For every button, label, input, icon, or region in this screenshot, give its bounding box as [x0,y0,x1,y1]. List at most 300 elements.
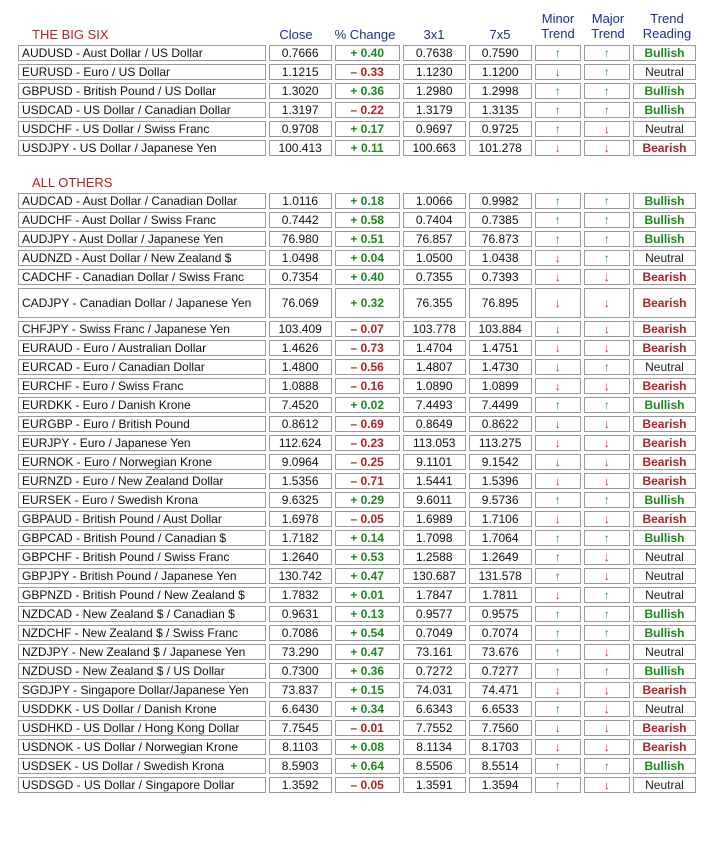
close-value: 73.837 [269,682,332,698]
value-7x5: 131.578 [469,568,532,584]
major-trend-cell [584,720,630,736]
trend-reading-value: Bullish [633,102,696,118]
value-7x5: 0.9725 [469,121,532,137]
pair-name: EURGBP - Euro / British Pound [18,416,266,432]
trend-reading-value: Bearish [633,511,696,527]
table-row [18,359,696,375]
value-3x1: 1.0890 [403,378,466,394]
value-7x5: 1.7106 [469,511,532,527]
table-row [18,193,696,209]
arrow-down-icon: ↓ [603,740,610,754]
major-trend-cell [584,701,630,717]
pct-change-value: – 0.56 [335,359,400,375]
major-trend-cell [584,682,630,698]
close-value: 1.7832 [269,587,332,603]
table-row [18,45,696,61]
table-row [18,140,696,156]
value-3x1: 74.031 [403,682,466,698]
pct-change-value: – 0.05 [335,511,400,527]
pct-change-value: + 0.02 [335,397,400,413]
arrow-down-icon: ↓ [603,569,610,583]
table-row [18,777,696,793]
major-trend-cell [584,64,630,80]
minor-trend-cell [535,663,581,679]
pct-change-value: + 0.17 [335,121,400,137]
trend-reading-value: Neutral [633,701,696,717]
pair-name: GBPAUD - British Pound / Aust Dollar [18,511,266,527]
arrow-down-icon: ↓ [554,341,561,355]
arrow-up-icon: ↑ [554,232,561,246]
table-row [18,625,696,641]
pair-name: AUDCHF - Aust Dollar / Swiss Franc [18,212,266,228]
trend-reading-value: Bearish [633,454,696,470]
pct-change-value: – 0.73 [335,340,400,356]
trend-reading-value: Bullish [633,212,696,228]
section-title-big-six: THE BIG SIX [32,27,109,42]
minor-trend-cell [535,701,581,717]
table-row [18,492,696,508]
value-7x5: 1.4751 [469,340,532,356]
value-7x5: 74.471 [469,682,532,698]
close-value: 0.7666 [269,45,332,61]
trend-reading-value: Bearish [633,435,696,451]
close-value: 112.624 [269,435,332,451]
arrow-up-icon: ↑ [603,588,610,602]
arrow-up-icon: ↑ [603,531,610,545]
arrow-down-icon: ↓ [554,740,561,754]
arrow-up-icon: ↑ [554,194,561,208]
close-value: 0.7086 [269,625,332,641]
table-row [18,587,696,603]
table-row [18,250,696,266]
value-3x1: 1.5441 [403,473,466,489]
major-trend-cell [584,359,630,375]
pair-name: CHFJPY - Swiss Franc / Japanese Yen [18,321,266,337]
trend-reading-value: Bullish [633,492,696,508]
arrow-down-icon: ↓ [603,645,610,659]
arrow-up-icon: ↑ [554,702,561,716]
arrow-down-icon: ↓ [603,512,610,526]
arrow-up-icon: ↑ [554,626,561,640]
table-row [18,321,696,337]
value-7x5: 1.1200 [469,64,532,80]
arrow-up-icon: ↑ [603,251,610,265]
value-3x1: 1.7847 [403,587,466,603]
pair-name: GBPCAD - British Pound / Canadian $ [18,530,266,546]
major-trend-cell [584,250,630,266]
pair-name: AUDNZD - Aust Dollar / New Zealand $ [18,250,266,266]
pair-name: CADCHF - Canadian Dollar / Swiss Franc [18,269,266,285]
pct-change-value: – 0.05 [335,777,400,793]
minor-trend-cell [535,454,581,470]
value-3x1: 8.1134 [403,739,466,755]
pair-name: USDJPY - US Dollar / Japanese Yen [18,140,266,156]
pair-name: EURSEK - Euro / Swedish Krona [18,492,266,508]
value-3x1: 1.7098 [403,530,466,546]
minor-trend-cell [535,606,581,622]
trend-reading-value: Bearish [633,140,696,156]
close-value: 1.0116 [269,193,332,209]
close-value: 7.7545 [269,720,332,736]
pair-name: EURUSD - Euro / US Dollar [18,64,266,80]
trend-reading-value: Bullish [633,606,696,622]
close-value: 1.3197 [269,102,332,118]
minor-trend-cell [535,193,581,209]
minor-trend-cell [535,416,581,432]
minor-trend-cell [535,378,581,394]
value-3x1: 9.6011 [403,492,466,508]
pct-change-value: + 0.40 [335,269,400,285]
trend-reading-value: Bullish [633,397,696,413]
pair-name: AUDJPY - Aust Dollar / Japanese Yen [18,231,266,247]
pair-name: USDHKD - US Dollar / Hong Kong Dollar [18,720,266,736]
close-value: 0.7442 [269,212,332,228]
major-trend-cell [584,102,630,118]
table-row [18,701,696,717]
table-row [18,682,696,698]
minor-trend-cell [535,359,581,375]
major-trend-cell [584,549,630,565]
arrow-down-icon: ↓ [554,251,561,265]
arrow-down-icon: ↓ [554,379,561,393]
pct-change-value: + 0.14 [335,530,400,546]
arrow-up-icon: ↑ [603,607,610,621]
close-value: 1.3020 [269,83,332,99]
trend-reading-value: Neutral [633,587,696,603]
major-trend-cell [584,530,630,546]
major-trend-cell [584,212,630,228]
arrow-down-icon: ↓ [603,122,610,136]
pair-name: USDCAD - US Dollar / Canadian Dollar [18,102,266,118]
pct-change-value: + 0.34 [335,701,400,717]
pair-name: USDSGD - US Dollar / Singapore Dollar [18,777,266,793]
arrow-down-icon: ↓ [554,360,561,374]
arrow-down-icon: ↓ [554,683,561,697]
value-7x5: 1.3135 [469,102,532,118]
arrow-up-icon: ↑ [554,213,561,227]
trend-reading-value: Bearish [633,269,696,285]
arrow-down-icon: ↓ [554,296,561,310]
pct-change-value: + 0.58 [335,212,400,228]
major-trend-cell [584,644,630,660]
close-value: 130.742 [269,568,332,584]
table-row [18,378,696,394]
close-value: 9.0964 [269,454,332,470]
major-trend-cell [584,340,630,356]
close-value: 103.409 [269,321,332,337]
value-3x1: 113.053 [403,435,466,451]
header-pct-change: % Change [334,27,396,42]
arrow-up-icon: ↑ [603,103,610,117]
table-row [18,644,696,660]
table-row [18,720,696,736]
header-trend-reading [635,11,699,41]
major-trend-cell [584,83,630,99]
value-7x5: 76.895 [469,288,532,318]
minor-trend-cell [535,83,581,99]
close-value: 1.6978 [269,511,332,527]
value-7x5: 1.5396 [469,473,532,489]
trend-reading-value: Bearish [633,720,696,736]
value-7x5: 1.3594 [469,777,532,793]
table-row [18,288,696,318]
trend-reading-value: Bullish [633,83,696,99]
value-7x5: 1.4730 [469,359,532,375]
value-3x1: 76.355 [403,288,466,318]
table-row [18,121,696,137]
header-close: Close [279,27,313,42]
header-minor-trend [533,11,583,41]
header-7x5: 7x5 [489,27,511,42]
pair-name: EURJPY - Euro / Japanese Yen [18,435,266,451]
header-trend-reading-line2: Reading [642,26,692,41]
table-row [18,340,696,356]
header-major-trend-line1: Major [591,11,625,26]
arrow-up-icon: ↑ [603,213,610,227]
value-3x1: 1.2980 [403,83,466,99]
arrow-down-icon: ↓ [603,417,610,431]
close-value: 0.7354 [269,269,332,285]
big-six-table [15,42,699,159]
section-title-all-others: ALL OTHERS [32,175,113,190]
value-3x1: 130.687 [403,568,466,584]
arrow-up-icon: ↑ [554,645,561,659]
minor-trend-cell [535,511,581,527]
table-row [18,473,696,489]
value-7x5: 1.0899 [469,378,532,394]
pair-name: GBPJPY - British Pound / Japanese Yen [18,568,266,584]
pair-name: EURCHF - Euro / Swiss Franc [18,378,266,394]
header-minor-trend-line1: Minor [541,11,575,26]
pct-change-value: – 0.25 [335,454,400,470]
table-row [18,530,696,546]
trend-reading-value: Neutral [633,568,696,584]
arrow-down-icon: ↓ [603,141,610,155]
pct-change-value: + 0.64 [335,758,400,774]
close-value: 100.413 [269,140,332,156]
arrow-up-icon: ↑ [603,46,610,60]
major-trend-cell [584,378,630,394]
close-value: 1.7182 [269,530,332,546]
major-trend-cell [584,193,630,209]
arrow-down-icon: ↓ [603,379,610,393]
pct-change-value: + 0.13 [335,606,400,622]
header-major-trend [583,11,633,41]
trend-reading-value: Neutral [633,359,696,375]
arrow-up-icon: ↑ [603,664,610,678]
pct-change-value: + 0.36 [335,83,400,99]
trend-reading-value: Neutral [633,64,696,80]
trend-reading-value: Bearish [633,378,696,394]
trend-reading-value: Bullish [633,530,696,546]
value-7x5: 9.1542 [469,454,532,470]
minor-trend-cell [535,644,581,660]
value-7x5: 6.6533 [469,701,532,717]
arrow-down-icon: ↓ [603,322,610,336]
pct-change-value: – 0.71 [335,473,400,489]
arrow-up-icon: ↑ [554,103,561,117]
pair-name: USDSEK - US Dollar / Swedish Krona [18,758,266,774]
pair-name: GBPUSD - British Pound / US Dollar [18,83,266,99]
arrow-up-icon: ↑ [603,84,610,98]
close-value: 8.1103 [269,739,332,755]
major-trend-cell [584,758,630,774]
minor-trend-cell [535,321,581,337]
trend-reading-value: Neutral [633,549,696,565]
major-trend-cell [584,435,630,451]
pct-change-value: + 0.15 [335,682,400,698]
major-trend-cell [584,454,630,470]
header-major-trend-line2: Trend [591,26,625,41]
value-3x1: 7.4493 [403,397,466,413]
pct-change-value: + 0.47 [335,644,400,660]
value-3x1: 7.7552 [403,720,466,736]
trend-reading-value: Bearish [633,473,696,489]
value-3x1: 0.7638 [403,45,466,61]
pair-name: EURNOK - Euro / Norwegian Krone [18,454,266,470]
value-7x5: 7.7560 [469,720,532,736]
value-3x1: 100.663 [403,140,466,156]
arrow-up-icon: ↑ [603,398,610,412]
table-row [18,511,696,527]
close-value: 9.6325 [269,492,332,508]
pct-change-value: – 0.23 [335,435,400,451]
arrow-down-icon: ↓ [603,455,610,469]
all-others-table [15,190,699,796]
minor-trend-cell [535,64,581,80]
arrow-up-icon: ↑ [603,232,610,246]
arrow-down-icon: ↓ [554,455,561,469]
pct-change-value: + 0.36 [335,663,400,679]
arrow-down-icon: ↓ [554,417,561,431]
arrow-up-icon: ↑ [603,360,610,374]
trend-reading-value: Bearish [633,682,696,698]
arrow-down-icon: ↓ [554,436,561,450]
pct-change-value: + 0.47 [335,568,400,584]
minor-trend-cell [535,45,581,61]
pair-name: USDNOK - US Dollar / Norwegian Krone [18,739,266,755]
minor-trend-cell [535,140,581,156]
pct-change-value: – 0.16 [335,378,400,394]
arrow-down-icon: ↓ [554,270,561,284]
close-value: 0.8612 [269,416,332,432]
major-trend-cell [584,777,630,793]
close-value: 1.1215 [269,64,332,80]
major-trend-cell [584,288,630,318]
value-3x1: 1.3179 [403,102,466,118]
value-3x1: 0.9577 [403,606,466,622]
value-3x1: 1.3591 [403,777,466,793]
value-3x1: 1.4807 [403,359,466,375]
pct-change-value: – 0.22 [335,102,400,118]
pct-change-value: + 0.54 [335,625,400,641]
table-row [18,212,696,228]
arrow-down-icon: ↓ [554,322,561,336]
value-7x5: 0.7590 [469,45,532,61]
arrow-up-icon: ↑ [554,46,561,60]
value-3x1: 8.5506 [403,758,466,774]
minor-trend-cell [535,269,581,285]
table-row [18,397,696,413]
arrow-up-icon: ↑ [603,759,610,773]
close-value: 6.6430 [269,701,332,717]
arrow-down-icon: ↓ [603,296,610,310]
close-value: 1.2640 [269,549,332,565]
close-value: 1.4626 [269,340,332,356]
value-3x1: 1.6989 [403,511,466,527]
value-7x5: 0.7074 [469,625,532,641]
arrow-up-icon: ↑ [603,493,610,507]
value-3x1: 103.778 [403,321,466,337]
arrow-down-icon: ↓ [603,341,610,355]
value-3x1: 0.7272 [403,663,466,679]
pair-name: EURCAD - Euro / Canadian Dollar [18,359,266,375]
arrow-up-icon: ↑ [554,84,561,98]
pair-name: CADJPY - Canadian Dollar / Japanese Yen [18,288,266,318]
pair-name: EURDKK - Euro / Danish Krone [18,397,266,413]
major-trend-cell [584,416,630,432]
arrow-up-icon: ↑ [603,626,610,640]
major-trend-cell [584,45,630,61]
major-trend-cell [584,397,630,413]
trend-reading-value: Bullish [633,758,696,774]
close-value: 1.5356 [269,473,332,489]
minor-trend-cell [535,231,581,247]
trend-reading-value: Bullish [633,45,696,61]
value-7x5: 8.5514 [469,758,532,774]
value-3x1: 0.9697 [403,121,466,137]
arrow-up-icon: ↑ [603,194,610,208]
major-trend-cell [584,606,630,622]
minor-trend-cell [535,530,581,546]
arrow-down-icon: ↓ [554,65,561,79]
table-row [18,83,696,99]
trend-reading-value: Neutral [633,777,696,793]
table-row [18,549,696,565]
arrow-up-icon: ↑ [554,398,561,412]
pct-change-value: + 0.08 [335,739,400,755]
value-7x5: 0.9575 [469,606,532,622]
major-trend-cell [584,663,630,679]
table-row [18,739,696,755]
value-3x1: 6.6343 [403,701,466,717]
value-7x5: 0.7385 [469,212,532,228]
close-value: 0.7300 [269,663,332,679]
minor-trend-cell [535,549,581,565]
value-3x1: 0.7049 [403,625,466,641]
minor-trend-cell [535,102,581,118]
header-3x1: 3x1 [423,27,445,42]
close-value: 0.9708 [269,121,332,137]
pct-change-value: + 0.32 [335,288,400,318]
header-trend-reading-line1: Trend [650,11,684,26]
pct-change-value: + 0.01 [335,587,400,603]
pair-name: USDDKK - US Dollar / Danish Krone [18,701,266,717]
major-trend-cell [584,511,630,527]
major-trend-cell [584,121,630,137]
value-7x5: 1.2998 [469,83,532,99]
value-7x5: 0.7393 [469,269,532,285]
table-row [18,606,696,622]
trend-reading-value: Neutral [633,644,696,660]
table-row [18,435,696,451]
value-3x1: 73.161 [403,644,466,660]
table-row [18,454,696,470]
value-7x5: 1.0438 [469,250,532,266]
value-3x1: 0.7404 [403,212,466,228]
trend-reading-value: Bullish [633,663,696,679]
value-7x5: 0.9982 [469,193,532,209]
